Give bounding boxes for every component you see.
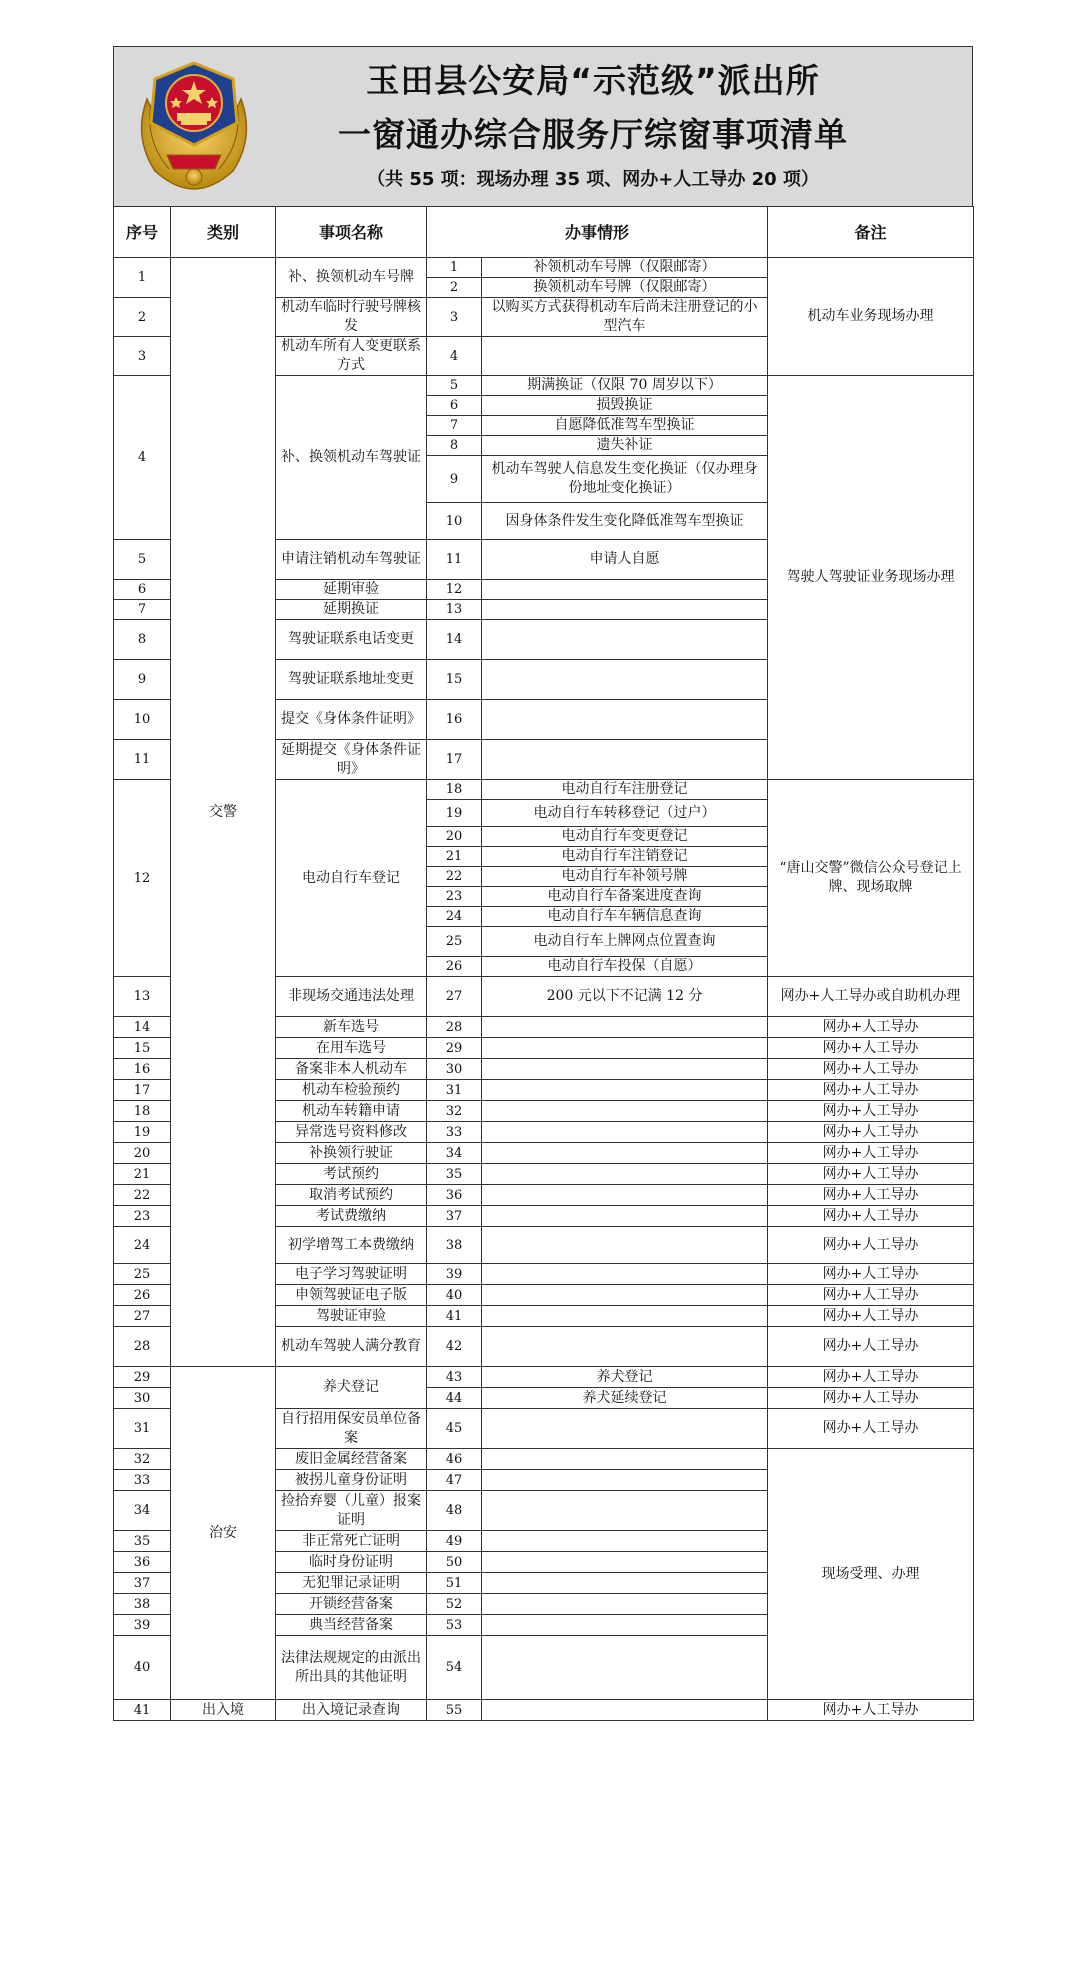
seq-cell: 2 <box>114 298 171 337</box>
item-name-cell: 补、换领机动车驾驶证 <box>276 376 427 540</box>
case-description-cell: 电动自行车补领号牌 <box>482 867 768 887</box>
item-name-cell: 非现场交通违法处理 <box>276 977 427 1017</box>
remark-cell: 网办+人工导办 <box>768 1388 974 1409</box>
case-number-cell: 9 <box>427 456 482 503</box>
column-header-seq: 序号 <box>114 207 171 258</box>
seq-cell: 4 <box>114 376 171 540</box>
case-number-cell: 5 <box>427 376 482 396</box>
item-name-cell: 电子学习驾驶证明 <box>276 1264 427 1285</box>
item-name-cell: 新车选号 <box>276 1017 427 1038</box>
remark-cell: “唐山交警”微信公众号登记上牌、现场取牌 <box>768 780 974 977</box>
seq-cell: 5 <box>114 540 171 580</box>
column-header-cases: 办事情形 <box>427 207 768 258</box>
case-description-cell <box>482 660 768 700</box>
case-description-cell: 遗失补证 <box>482 436 768 456</box>
case-number-cell: 42 <box>427 1327 482 1367</box>
case-number-cell: 20 <box>427 827 482 847</box>
item-name-cell: 驾驶证审验 <box>276 1306 427 1327</box>
item-name-cell: 机动车检验预约 <box>276 1080 427 1101</box>
seq-cell: 23 <box>114 1206 171 1227</box>
item-name-cell: 申请注销机动车驾驶证 <box>276 540 427 580</box>
case-description-cell: 以购买方式获得机动车后尚未注册登记的小型汽车 <box>482 298 768 337</box>
seq-cell: 32 <box>114 1449 171 1470</box>
seq-cell: 31 <box>114 1409 171 1449</box>
case-number-cell: 26 <box>427 957 482 977</box>
case-description-cell <box>482 1470 768 1491</box>
seq-cell: 27 <box>114 1306 171 1327</box>
case-number-cell: 4 <box>427 337 482 376</box>
case-number-cell: 32 <box>427 1101 482 1122</box>
case-description-cell: 200 元以下不记满 12 分 <box>482 977 768 1017</box>
item-name-cell: 机动车临时行驶号牌核发 <box>276 298 427 337</box>
case-description-cell <box>482 740 768 780</box>
case-description-cell: 电动自行车注销登记 <box>482 847 768 867</box>
case-description-cell <box>482 1306 768 1327</box>
seq-cell: 20 <box>114 1143 171 1164</box>
case-description-cell: 电动自行车上牌网点位置查询 <box>482 927 768 957</box>
case-number-cell: 22 <box>427 867 482 887</box>
seq-cell: 24 <box>114 1227 171 1264</box>
case-number-cell: 14 <box>427 620 482 660</box>
remark-cell: 网办+人工导办或自助机办理 <box>768 977 974 1017</box>
seq-cell: 25 <box>114 1264 171 1285</box>
case-description-cell: 养犬延续登记 <box>482 1388 768 1409</box>
case-description-cell <box>482 1059 768 1080</box>
case-number-cell: 53 <box>427 1615 482 1636</box>
category-cell: 交警 <box>171 258 276 1367</box>
item-name-cell: 养犬登记 <box>276 1367 427 1409</box>
seq-cell: 39 <box>114 1615 171 1636</box>
case-description-cell <box>482 1327 768 1367</box>
seq-cell: 21 <box>114 1164 171 1185</box>
table-row <box>114 258 974 278</box>
table-row <box>114 1367 974 1388</box>
case-description-cell: 电动自行车转移登记（过户） <box>482 800 768 827</box>
item-name-cell: 无犯罪记录证明 <box>276 1573 427 1594</box>
seq-cell: 26 <box>114 1285 171 1306</box>
item-name-cell: 延期提交《身体条件证明》 <box>276 740 427 780</box>
case-description-cell <box>482 1700 768 1721</box>
remark-cell: 网办+人工导办 <box>768 1038 974 1059</box>
table-row <box>114 1700 974 1721</box>
case-description-cell: 因身体条件发生变化降低准驾车型换证 <box>482 503 768 540</box>
case-description-cell: 电动自行车变更登记 <box>482 827 768 847</box>
case-number-cell: 16 <box>427 700 482 740</box>
sheet-header <box>113 46 973 206</box>
case-number-cell: 45 <box>427 1409 482 1449</box>
case-description-cell: 电动自行车备案进度查询 <box>482 887 768 907</box>
case-number-cell: 52 <box>427 1594 482 1615</box>
case-number-cell: 49 <box>427 1531 482 1552</box>
seq-cell: 18 <box>114 1101 171 1122</box>
case-number-cell: 6 <box>427 396 482 416</box>
item-name-cell: 临时身份证明 <box>276 1552 427 1573</box>
item-name-cell: 申领驾驶证电子版 <box>276 1285 427 1306</box>
case-number-cell: 35 <box>427 1164 482 1185</box>
case-description-cell <box>482 1449 768 1470</box>
item-name-cell: 异常选号资料修改 <box>276 1122 427 1143</box>
item-name-cell: 自行招用保安员单位备案 <box>276 1409 427 1449</box>
case-number-cell: 55 <box>427 1700 482 1721</box>
seq-cell: 28 <box>114 1327 171 1367</box>
case-description-cell <box>482 1122 768 1143</box>
seq-cell: 36 <box>114 1552 171 1573</box>
case-number-cell: 34 <box>427 1143 482 1164</box>
case-description-cell <box>482 1531 768 1552</box>
case-number-cell: 15 <box>427 660 482 700</box>
remark-cell: 网办+人工导办 <box>768 1080 974 1101</box>
seq-cell: 29 <box>114 1367 171 1388</box>
remark-cell: 网办+人工导办 <box>768 1143 974 1164</box>
seq-cell: 38 <box>114 1594 171 1615</box>
item-name-cell: 考试费缴纳 <box>276 1206 427 1227</box>
case-description-cell: 换领机动车号牌（仅限邮寄） <box>482 278 768 298</box>
remark-cell: 网办+人工导办 <box>768 1206 974 1227</box>
case-description-cell <box>482 1573 768 1594</box>
column-header-item: 事项名称 <box>276 207 427 258</box>
case-description-cell <box>482 337 768 376</box>
case-description-cell <box>482 1101 768 1122</box>
case-number-cell: 8 <box>427 436 482 456</box>
case-description-cell <box>482 620 768 660</box>
remark-cell: 网办+人工导办 <box>768 1122 974 1143</box>
seq-cell: 33 <box>114 1470 171 1491</box>
service-items-table <box>113 206 974 1721</box>
case-number-cell: 41 <box>427 1306 482 1327</box>
seq-cell: 37 <box>114 1573 171 1594</box>
item-name-cell: 驾驶证联系电话变更 <box>276 620 427 660</box>
item-name-cell: 初学增驾工本费缴纳 <box>276 1227 427 1264</box>
seq-cell: 11 <box>114 740 171 780</box>
case-number-cell: 37 <box>427 1206 482 1227</box>
remark-cell: 现场受理、办理 <box>768 1449 974 1700</box>
item-name-cell: 非正常死亡证明 <box>276 1531 427 1552</box>
case-number-cell: 11 <box>427 540 482 580</box>
item-name-cell: 出入境记录查询 <box>276 1700 427 1721</box>
case-number-cell: 21 <box>427 847 482 867</box>
item-name-cell: 延期换证 <box>276 600 427 620</box>
seq-cell: 14 <box>114 1017 171 1038</box>
remark-cell: 驾驶人驾驶证业务现场办理 <box>768 376 974 780</box>
seq-cell: 41 <box>114 1700 171 1721</box>
seq-cell: 15 <box>114 1038 171 1059</box>
case-number-cell: 43 <box>427 1367 482 1388</box>
column-header-remark: 备注 <box>768 207 974 258</box>
case-number-cell: 30 <box>427 1059 482 1080</box>
seq-cell: 7 <box>114 600 171 620</box>
remark-cell: 机动车业务现场办理 <box>768 258 974 376</box>
case-number-cell: 28 <box>427 1017 482 1038</box>
case-description-cell <box>482 1206 768 1227</box>
case-description-cell <box>482 1615 768 1636</box>
case-description-cell <box>482 1080 768 1101</box>
seq-cell: 30 <box>114 1388 171 1409</box>
remark-cell: 网办+人工导办 <box>768 1264 974 1285</box>
item-name-cell: 废旧金属经营备案 <box>276 1449 427 1470</box>
item-name-cell: 备案非本人机动车 <box>276 1059 427 1080</box>
case-description-cell <box>482 1017 768 1038</box>
remark-cell: 网办+人工导办 <box>768 1059 974 1080</box>
case-description-cell: 损毁换证 <box>482 396 768 416</box>
seq-cell: 13 <box>114 977 171 1017</box>
item-name-cell: 电动自行车登记 <box>276 780 427 977</box>
case-description-cell <box>482 1491 768 1531</box>
case-description-cell: 机动车驾驶人信息发生变化换证（仅办理身份地址变化换证） <box>482 456 768 503</box>
case-description-cell <box>482 1164 768 1185</box>
case-description-cell <box>482 1038 768 1059</box>
case-description-cell: 补领机动车号牌（仅限邮寄） <box>482 258 768 278</box>
seq-cell: 19 <box>114 1122 171 1143</box>
item-name-cell: 考试预约 <box>276 1164 427 1185</box>
seq-cell: 16 <box>114 1059 171 1080</box>
item-name-cell: 被拐儿童身份证明 <box>276 1470 427 1491</box>
remark-cell: 网办+人工导办 <box>768 1285 974 1306</box>
case-number-cell: 54 <box>427 1636 482 1700</box>
item-name-cell: 补、换领机动车号牌 <box>276 258 427 298</box>
case-description-cell: 养犬登记 <box>482 1367 768 1388</box>
table-header-row <box>114 207 974 258</box>
seq-cell: 10 <box>114 700 171 740</box>
case-description-cell <box>482 1285 768 1306</box>
page-title: 玉田县公安局“示范级”派出所 <box>366 61 820 100</box>
item-name-cell: 驾驶证联系地址变更 <box>276 660 427 700</box>
item-name-cell: 机动车所有人变更联系方式 <box>276 337 427 376</box>
case-description-cell <box>482 1185 768 1206</box>
case-number-cell: 31 <box>427 1080 482 1101</box>
case-description-cell: 申请人自愿 <box>482 540 768 580</box>
case-description-cell: 自愿降低准驾车型换证 <box>482 416 768 436</box>
item-name-cell: 开锁经营备案 <box>276 1594 427 1615</box>
case-number-cell: 17 <box>427 740 482 780</box>
case-number-cell: 12 <box>427 580 482 600</box>
seq-cell: 9 <box>114 660 171 700</box>
case-number-cell: 38 <box>427 1227 482 1264</box>
case-number-cell: 2 <box>427 278 482 298</box>
case-description-cell <box>482 580 768 600</box>
case-description-cell <box>482 1143 768 1164</box>
case-number-cell: 46 <box>427 1449 482 1470</box>
seq-cell: 8 <box>114 620 171 660</box>
case-number-cell: 19 <box>427 800 482 827</box>
item-name-cell: 在用车选号 <box>276 1038 427 1059</box>
case-number-cell: 18 <box>427 780 482 800</box>
case-number-cell: 13 <box>427 600 482 620</box>
item-name-cell: 捡拾弃婴（儿童）报案证明 <box>276 1491 427 1531</box>
case-number-cell: 33 <box>427 1122 482 1143</box>
seq-cell: 12 <box>114 780 171 977</box>
seq-cell: 3 <box>114 337 171 376</box>
case-description-cell <box>482 1409 768 1449</box>
case-description-cell <box>482 1227 768 1264</box>
case-number-cell: 29 <box>427 1038 482 1059</box>
item-name-cell: 提交《身体条件证明》 <box>276 700 427 740</box>
case-number-cell: 51 <box>427 1573 482 1594</box>
category-cell: 治安 <box>171 1367 276 1700</box>
case-number-cell: 3 <box>427 298 482 337</box>
case-number-cell: 7 <box>427 416 482 436</box>
case-number-cell: 23 <box>427 887 482 907</box>
case-number-cell: 27 <box>427 977 482 1017</box>
case-description-cell <box>482 1552 768 1573</box>
case-number-cell: 50 <box>427 1552 482 1573</box>
category-cell: 出入境 <box>171 1700 276 1721</box>
page-subtitle-line: 一窗通办综合服务厅综窗事项清单 <box>338 115 848 154</box>
remark-cell: 网办+人工导办 <box>768 1409 974 1449</box>
remark-cell: 网办+人工导办 <box>768 1227 974 1264</box>
case-number-cell: 48 <box>427 1491 482 1531</box>
item-name-cell: 取消考试预约 <box>276 1185 427 1206</box>
case-description-cell: 期满换证（仅限 70 周岁以下） <box>482 376 768 396</box>
item-count-summary: （共 55 项：现场办理 35 项、网办+人工导办 20 项） <box>367 169 819 190</box>
case-number-cell: 47 <box>427 1470 482 1491</box>
remark-cell: 网办+人工导办 <box>768 1101 974 1122</box>
seq-cell: 6 <box>114 580 171 600</box>
item-name-cell: 机动车驾驶人满分教育 <box>276 1327 427 1367</box>
seq-cell: 40 <box>114 1636 171 1700</box>
item-name-cell: 补换领行驶证 <box>276 1143 427 1164</box>
case-description-cell <box>482 600 768 620</box>
case-number-cell: 36 <box>427 1185 482 1206</box>
service-list-sheet <box>113 46 973 1721</box>
remark-cell: 网办+人工导办 <box>768 1017 974 1038</box>
case-description-cell <box>482 1636 768 1700</box>
case-number-cell: 39 <box>427 1264 482 1285</box>
case-number-cell: 24 <box>427 907 482 927</box>
seq-cell: 22 <box>114 1185 171 1206</box>
item-name-cell: 机动车转籍申请 <box>276 1101 427 1122</box>
remark-cell: 网办+人工导办 <box>768 1327 974 1367</box>
column-header-category: 类别 <box>171 207 276 258</box>
item-name-cell: 法律法规规定的由派出所出具的其他证明 <box>276 1636 427 1700</box>
case-description-cell <box>482 1264 768 1285</box>
seq-cell: 1 <box>114 258 171 298</box>
case-number-cell: 25 <box>427 927 482 957</box>
remark-cell: 网办+人工导办 <box>768 1164 974 1185</box>
case-number-cell: 1 <box>427 258 482 278</box>
remark-cell: 网办+人工导办 <box>768 1306 974 1327</box>
seq-cell: 34 <box>114 1491 171 1531</box>
case-number-cell: 44 <box>427 1388 482 1409</box>
item-name-cell: 典当经营备案 <box>276 1615 427 1636</box>
case-description-cell <box>482 700 768 740</box>
remark-cell: 网办+人工导办 <box>768 1185 974 1206</box>
seq-cell: 35 <box>114 1531 171 1552</box>
case-description-cell: 电动自行车投保（自愿） <box>482 957 768 977</box>
case-number-cell: 40 <box>427 1285 482 1306</box>
remark-cell: 网办+人工导办 <box>768 1700 974 1721</box>
seq-cell: 17 <box>114 1080 171 1101</box>
item-name-cell: 延期审验 <box>276 580 427 600</box>
case-description-cell <box>482 1594 768 1615</box>
case-description-cell: 电动自行车注册登记 <box>482 780 768 800</box>
case-number-cell: 10 <box>427 503 482 540</box>
case-description-cell: 电动自行车车辆信息查询 <box>482 907 768 927</box>
remark-cell: 网办+人工导办 <box>768 1367 974 1388</box>
